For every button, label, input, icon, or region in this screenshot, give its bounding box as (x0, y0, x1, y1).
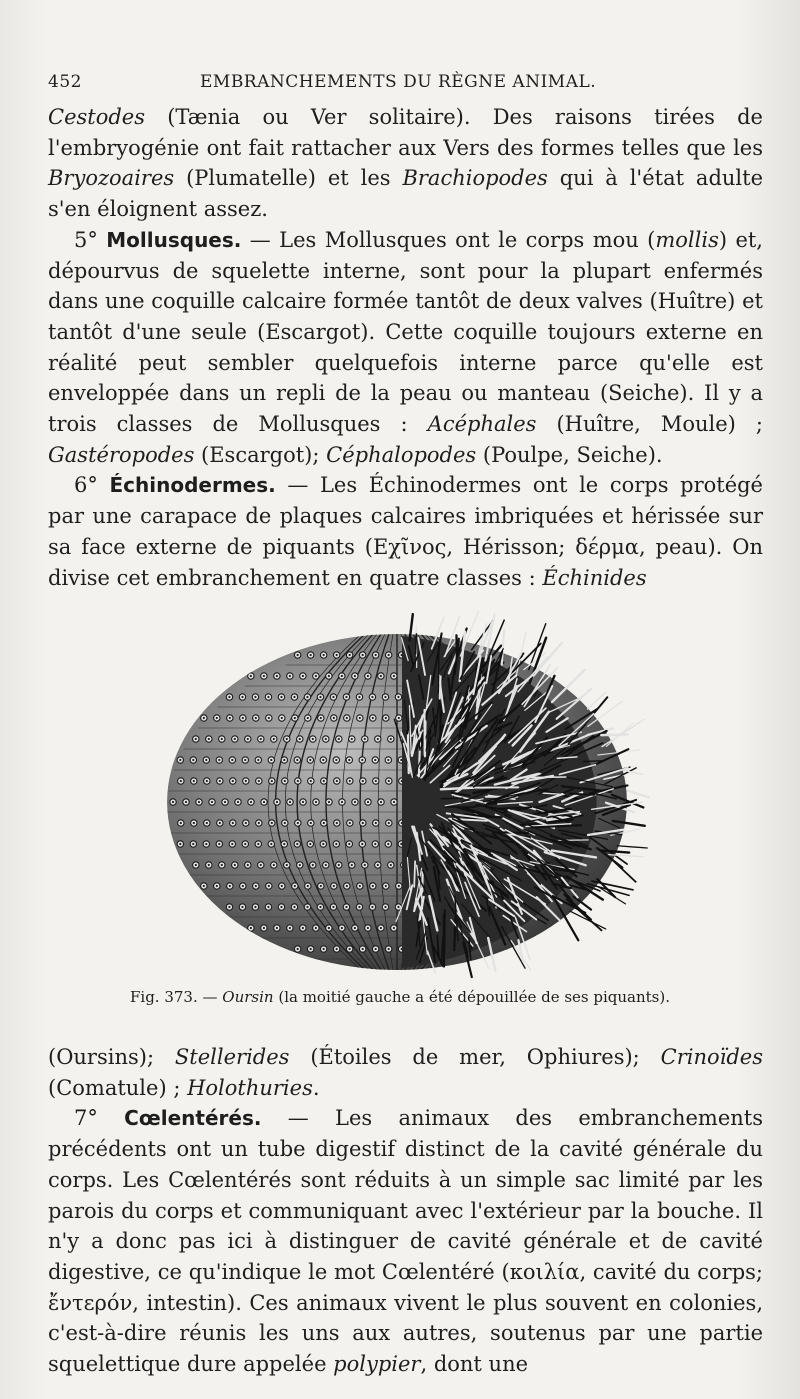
text-run: , dont une (420, 1352, 529, 1377)
section-heading: Cœlentérés. (124, 1106, 262, 1131)
italic-term: Gastéropodes (48, 442, 195, 467)
text-run: (Huître, Moule) ; (536, 412, 764, 437)
italic-term: Acéphales (427, 412, 537, 437)
text-run: 5° (74, 227, 107, 252)
text-run: (Étoiles de mer, Ophiures); (289, 1045, 661, 1069)
running-title: EMBRANCHEMENTS DU RÈGNE ANIMAL. (200, 72, 597, 92)
caption-name: Oursin (222, 988, 274, 1006)
italic-term: Bryozoaires (48, 166, 175, 191)
italic-term: Céphalopodes (326, 442, 477, 467)
italic-term: Holothuries (187, 1075, 313, 1100)
text-run: qui à l'état adulte s'en éloignent assez. (48, 166, 763, 222)
page-number: 452 (48, 72, 82, 92)
text-run: — Les Échinodermes ont le corps protégé par une carapace de plaques calcaires imbriquées et hérissée sur sa face externe de piquants (Εχῖνος, Hérisson; δέρμα, peau). On divise cet embranchement en quatre classes : (48, 473, 763, 590)
italic-term: Échinides (542, 565, 647, 590)
italic-term: Cestodes (48, 105, 146, 129)
caption-rest: (la moitié gauche a été dépouillée de ses piquants). (273, 988, 670, 1006)
italic-term: mollis (655, 227, 719, 252)
italic-term: Crinoïdes (660, 1045, 763, 1069)
text-run: (Oursins); (48, 1045, 175, 1069)
figure-caption (0, 988, 800, 1006)
text-run: — Les animaux des embranchements précédents ont un tube digestif distinct de la cavité générale du corps. Les Cœlentérés sont réduits à un simple sac limité par les parois du corps et communiquant avec l'extérieur par la bouche. Il n'y a donc pas ici à distinguer de cavité générale et de cavité digestive, ce qu'indique le mot Cœlentéré (κοιλία, cavité du corps; ἔντερόν, intestin). Ces animaux vivent le plus souvent en colonies, c'est-à-dire réunis les uns aux autres, soutenus par une partie squelettique dure appelée (48, 1106, 763, 1377)
text-run: (Escargot); (194, 442, 327, 467)
sea-urchin-illustration (162, 610, 652, 980)
text-run: — Les Mollusques ont le corps mou ( (241, 227, 656, 252)
text-run: . (312, 1075, 320, 1100)
paragraph (48, 102, 763, 225)
body-text-top (48, 102, 763, 593)
italic-term: polypier (333, 1352, 421, 1377)
text-run: ) et, dépourvus de squelette interne, sont pour la plupart enfermés dans une coquille calcaire formée tantôt de deux valves (Huître) et tantôt d'une seule (Escargot). Cette coquille toujours externe en réalité peut sembler quelquefois interne parce qu'elle est enveloppée dans un repli de la peau ou manteau (Seiche). Il y a trois classes de Mollusques : (48, 227, 763, 437)
text-run: (Poulpe, Seiche). (476, 442, 663, 467)
text-run: (Plumatelle) et les (174, 166, 403, 191)
text-run: 7° (74, 1106, 125, 1131)
paragraph (48, 470, 763, 593)
section-heading: Échinodermes. (109, 473, 276, 498)
italic-term: Stellerides (174, 1045, 290, 1069)
text-run: (Comatule) ; (48, 1075, 188, 1100)
paragraph (48, 1042, 763, 1103)
italic-term: Brachiopodes (402, 166, 548, 191)
paragraph (48, 1103, 763, 1379)
body-text-bottom (48, 1042, 763, 1380)
text-run: (Tænia ou Ver solitaire). Des raisons tirées de l'embryogénie ont fait rattacher aux Vers des formes telles que les (48, 105, 763, 160)
section-heading: Mollusques. (106, 227, 242, 252)
caption-prefix: Fig. 373. — (130, 988, 223, 1006)
text-run: 6° (74, 473, 110, 498)
paragraph (48, 225, 763, 471)
